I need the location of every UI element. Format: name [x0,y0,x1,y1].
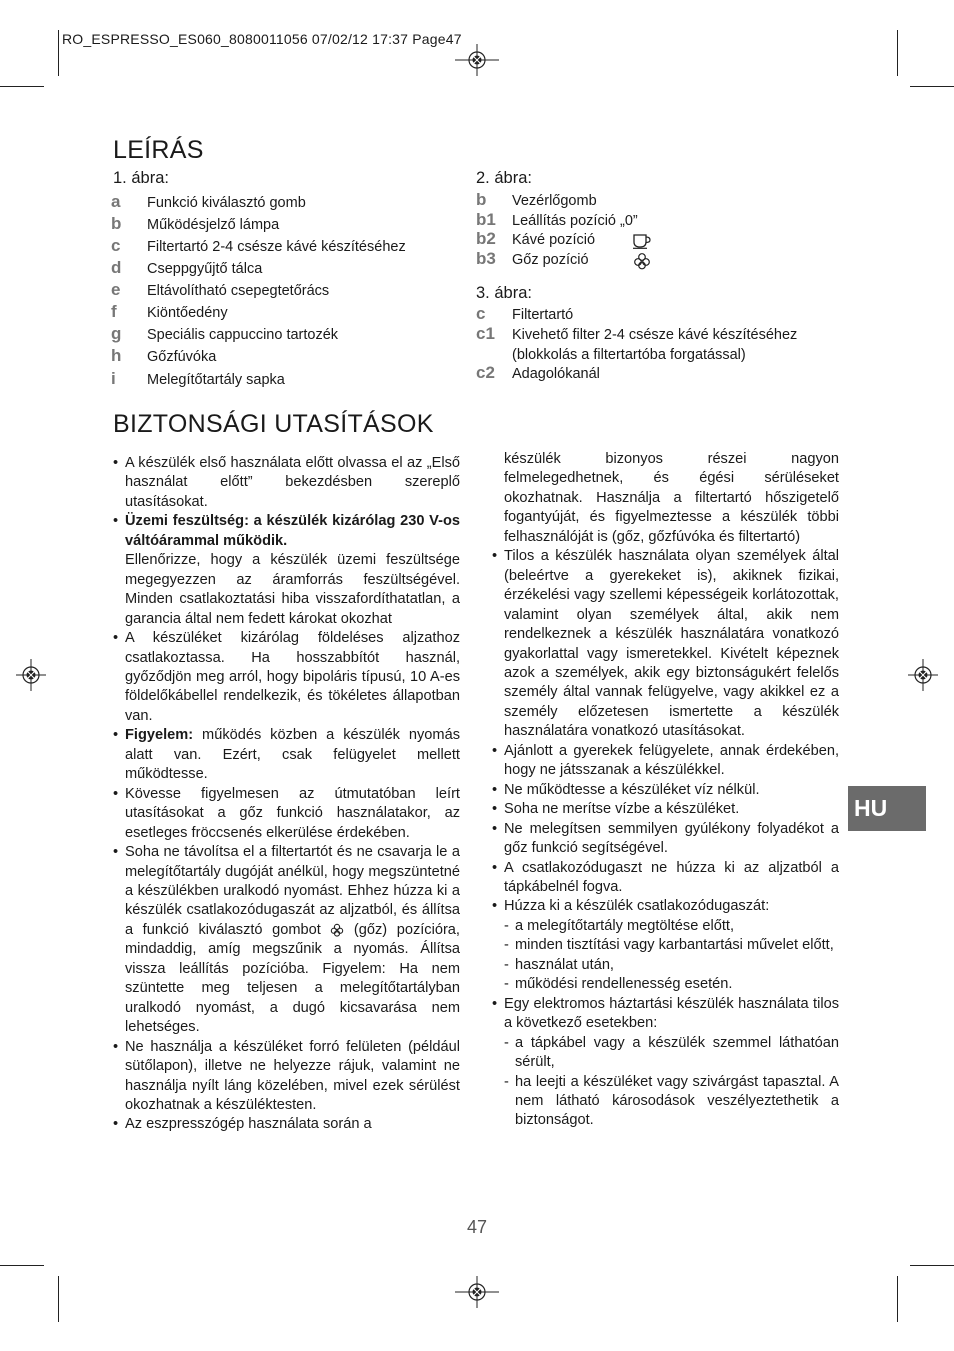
safety-bullet: • Soha ne távolítsa el a filtertartót és ne csavarja le a melegítőtartály dugóját anélkül, hogy megszüntetné a készülékben uralkodó nyomást. Ehhez húzza ki a készülék csatlakozódugaszát az aljzatból, és állítsa a funkció kiválasztó gombot (gőz) pozícióra, mindaddig, amíg megszűnik a nyomás. Állítsa vissza leállítás pozícióba. Figyelem: Ha nem szüntette meg teljesen a melegítőtartályban uralkodó nyomást, a dugó kicsavarása nem lehetséges. [113,843,460,1038]
safety-bullet: • A csatlakozódugaszt ne húzza ki az aljzatból a tápkábelnél fogva. [492,859,839,898]
registration-mark-icon [908,659,938,691]
fig2-legend: b Vezérlőgomb b1 Leállítás pozíció „0” b2 Kávé pozíció b3 Gőz pozíció [476,193,836,273]
safety-subitem: - ha leejti a készüléket vagy szivárgást tapasztal. A nem látható károsodások veszélyeztethetik a biztonságot. [492,1073,839,1131]
safety-bullet: • Húzza ki a készülék csatlakozódugaszát: [492,897,839,916]
safety-bullet: • Kövesse figyelmesen az útmutatóban leírt utasításokat a gőz funkció használatakor, az esetleges fröccsenés elkerülése érdekében. [113,785,460,843]
print-header-meta: RO_ESPRESSO_ES060_8080011056 07/02/12 17:37 Page47 [62,31,462,47]
safety-subitem: - a tápkábel vagy a készülék szemmel láthatóan sérült, [492,1034,839,1073]
safety-subitem: - minden tisztítási vagy karbantartási művelet előtt, [492,936,839,955]
registration-mark-icon [455,1276,499,1308]
safety-bullet: • Ne melegítsen semmilyen gyúlékony folyadékot a gőz funkció segítségével. [492,820,839,859]
safety-bullet: • Ajánlott a gyerekek felügyelete, annak érdekében, hogy ne játsszanak a készülékkel. [492,742,839,781]
registration-mark-icon [16,659,46,691]
fig3-legend: c Filtertartó c1 Kivehető filter 2-4 csésze kávé készítéséhez (blokkolás a filtertartóba forgatással) c2 Adagolókanál [476,304,798,382]
safety-bullet: • Soha ne merítse vízbe a készüléket. [492,800,839,819]
safety-bullet: • Az eszpresszógép használata során a [113,1115,460,1134]
safety-right-column [492,450,839,1131]
safety-bullet-continuation: készülék bizonyos részei nagyon felmelegedhetnek, és égési sérüléseket okozhatnak. Használja a filtertartó hőszigetelő fogantyúját, és figyelmeztesse a készülék többi felhasználóját is (gőz, gőzfúvóka és filtertartó) [504,451,839,545]
registration-mark-icon [455,44,499,76]
safety-bullet: • Üzemi feszültség: a készülék kizárólag 230 V-os váltóárammal működik. [113,512,460,551]
safety-bullet-continuation: Ellenőrizze, hogy a készülék üzemi feszültsége megegyezzen az áramforrás feszültségével. Minden csatlakoztatási hiba visszafordíthatatlan, a garancia által nem fedett károkat okozhat [125,552,460,627]
safety-subitem: - használat után, [492,956,839,975]
steam-icon [633,252,651,270]
page-number: 47 [466,1217,488,1237]
fig1-label: 1. ábra: [113,169,169,187]
safety-subitem: - a melegítőtartály megtöltése előtt, [492,917,839,936]
fig1-legend: a Funkció kiválasztó gomb b Működésjelző lámpa c Filtertartó 2-4 csésze kávé készítéséhez d Cseppgyűjtő tálca e Eltávolítható csepegtetőrács f Kiöntőedény g Speciális cappuccino tartozék h Gőzfúvóka i Melegítőtartály sapka [111,192,406,388]
safety-bullet: • Figyelem: működés közben a készülék nyomás alatt van. Ezért, csak felügyelet mellett működtesse. [113,726,460,784]
safety-bullet: • Ne használja a készüléket forró felületen (például sütőlapon), illetve ne helyezze rájuk, valamint ne használja nyílt láng közelében, mivel ezek sérülést okozhatnak a készüléktesten. [113,1038,460,1116]
safety-bullet: • Tilos a készülék használata olyan személyek által (beleértve a gyerekeket is), akiknek fizikai, érzékelési vagy szellemi képességeik korlátozottak, valamint olyan személyek által, akik nem rendelkeznek a készülék használatára vonatkozó gyakorlattal vagy ismeretekkel. Kivételt képeznek azok a személyek, akik egy biztonságukért felelős személy által vannak felügyelve, vagy akikkel ez a személy előzetesen ismertette a készülék használatára vonatkozó utasításokat. [492,547,839,742]
description-title: LEÍRÁS [113,136,204,164]
steam-icon [330,923,344,937]
fig2-label: 2. ábra: [476,169,532,187]
safety-left-column [113,454,460,1135]
coffee-cup-icon [632,233,652,249]
safety-bullet: • A készülék első használata előtt olvassa el az „Első használat előtt” bekezdésben szereplő utasításokat. [113,454,460,512]
safety-bullet: • Ne működtesse a készüléket víz nélkül. [492,781,839,800]
safety-bullet: • A készüléket kizárólag földeléses aljzathoz csatlakoztassa. Ha hosszabbítót használ, győződjön meg arról, hogy bipoláris típusú, 10 A-es földelőkábellel rendelkezik, és tökéletes állapotban van. [113,629,460,726]
language-tab-hu: HU [848,786,926,831]
fig3-label: 3. ábra: [476,284,532,302]
safety-bullet: • Egy elektromos háztartási készülék használata tilos a következő esetekben: [492,995,839,1034]
safety-title: BIZTONSÁGI UTASÍTÁSOK [113,410,434,438]
safety-subitem: - működési rendellenesség esetén. [492,975,839,994]
